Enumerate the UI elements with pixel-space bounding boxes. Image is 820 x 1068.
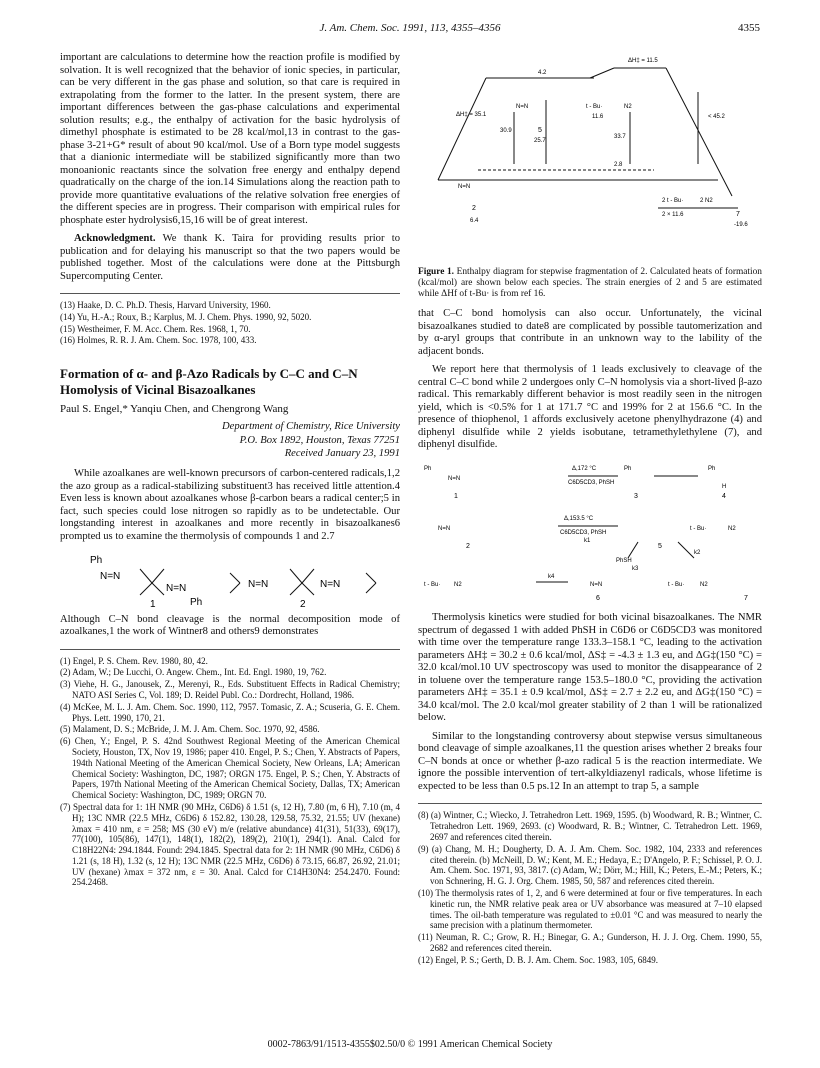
- right-paragraph-1: that C–C bond homolysis can also occur. Unfortunately, the vicinal bisazoalkanes studied to date8 are complicated by possible tautomerization and by α-aryl groups that contribute in an unknown way to the lability of the adjacent bonds.: [418, 308, 762, 357]
- fig-dh-left: ΔH‡ = 35.1: [456, 112, 487, 118]
- acknowledgment-heading: Acknowledgment.: [74, 233, 156, 244]
- reference-10: (10) The thermolysis rates of 1, 2, and 6 were determined at four or five temperatures. In each kinetic run, the NMR relative peak area or UV absorbance was measured at 7–10 elapsed times. The oil-bath temperature was regulated to ±0.01 °C and was measured to nearly the same precision with a platinum thermometer.: [418, 887, 762, 931]
- references-block-a: [60, 293, 400, 346]
- fig-nn-2: N=N: [458, 184, 471, 190]
- figure1-caption: [418, 267, 762, 301]
- reaction-scheme: [418, 458, 762, 608]
- scheme-nn-1: N=N: [448, 475, 461, 482]
- compound1-number: 1: [150, 599, 156, 610]
- scheme-compound6: 6: [596, 594, 600, 602]
- scheme-k2: k2: [694, 549, 701, 556]
- running-header: [60, 22, 760, 40]
- scheme-n2-2: N2: [454, 581, 462, 588]
- scheme-cond-2: Δ,153.5 °C: [564, 515, 594, 522]
- scheme-ph-3: Ph: [624, 465, 632, 472]
- scheme-phsh: PhSH: [616, 557, 632, 564]
- journal-citation: J. Am. Chem. Soc. 1991, 113, 4355–4356: [319, 22, 501, 34]
- reference-9: (9) (a) Chang, M. H.; Dougherty, D. A. J. Am. Chem. Soc. 1982, 104, 2333 and references cited therein. (b) McNeill, D. W.; Kent, M. E.; Hedaya, E.; D'Angelo, P. F.; Schissel, P. O. J. Am. Chem. Soc. 1971, 93, 3817. (c) Adam, W.; Dörr, M.; Hill, K.; Peters, E.-M.; Peters, K.; von Schnering, H. G. J. Org. Chem. 1985, 50, 587 and references cited therein.: [418, 843, 762, 887]
- scheme-nn-2: N=N: [438, 525, 451, 532]
- fig-dh-top: ΔH‡ = 11.5: [628, 58, 658, 64]
- page-number: 4355: [738, 22, 760, 34]
- left-column: [60, 52, 400, 889]
- fig-n2: N2: [624, 104, 632, 110]
- compound1-nn-right: N=N: [166, 583, 187, 595]
- acknowledgment-text: We thank K. Taira for providing results prior to publication and for delaying his manuscript so that the two papers would be published together. Most of the calculations were done at the Pittsburgh Supercomputing Center.: [60, 233, 400, 282]
- reference-15: (15) Westheimer, F. M. Acc. Chem. Res. 1968, 1, 70.: [60, 323, 251, 334]
- references-block-b: [60, 649, 400, 889]
- reference-14: (14) Yu, H.-A.; Roux, B.; Karplus, M. J. Chem. Phys. 1990, 92, 5020.: [60, 311, 312, 322]
- left-paragraph-3: Although C–N bond cleavage is the normal decomposition mode of azoalkanes,1 the work of Wintner8 and others9 demonstrates: [60, 613, 400, 638]
- scheme-k1: k1: [584, 537, 591, 544]
- affiliation-line-1: Department of Chemistry, Rice University: [222, 421, 400, 433]
- scheme-ph-4: Ph: [708, 465, 716, 472]
- fig-tbu2: 2 t - Bu·: [662, 198, 684, 204]
- figure1-enthalpy-diagram: [418, 52, 762, 258]
- fig-e257: 25.7: [534, 138, 546, 144]
- reference-2: (2) Adam, W.; De Lucchi, O. Angew. Chem., Int. Ed. Engl. 1980, 19, 762.: [60, 667, 327, 678]
- scheme-compound5: 5: [658, 542, 662, 550]
- fig-em196: -19.6: [734, 222, 748, 228]
- scheme-tbu-3: t - Bu·: [668, 581, 685, 588]
- compound1-nn-left: N=N: [100, 571, 121, 583]
- affiliation: [60, 420, 400, 460]
- reference-6: (6) Chen, Y.; Engel, P. S. 42nd Southwest Regional Meeting of the American Chemical Society, Houston, TX, Nov 19, 1986; paper 410. Engel, P. S.; Chen, Y. Abstracts of Papers, 194th National Meeting of the American Chemical Society, New Orleans, LA; American Chemical Society: Washington, DC, 1987; ORGN 175. Engel, P. S.; Chen, Y. Abstracts of Papers, 197th National Meeting of the American Chemical Society, Dallas, TX; American Chemical Society: Washington, DC, 1989; ORGN 70.: [60, 736, 400, 801]
- reference-3: (3) Viehe, H. G., Janousek, Z., Merenyi, R., Eds. Substituent Effects in Radical Chemistry; NATO ASI Series C, Vol. 189; D. Reidel Publ. Co.: Dordrecht, Holland, 1986.: [60, 679, 400, 700]
- scheme-compound4: 4: [722, 492, 726, 500]
- scheme-solvent-2: C6D5CD3, PhSH: [560, 529, 607, 536]
- compound2-nn-left: N=N: [248, 579, 269, 591]
- acknowledgment: [60, 233, 400, 283]
- reference-5: (5) Malament, D. S.; McBride, J. M. J. Am. Chem. Soc. 1970, 92, 4586.: [60, 724, 320, 735]
- right-paragraph-3: Thermolysis kinetics were studied for both vicinal bisazoalkanes. The NMR spectrum of degassed 1 with added PhSH in C6D6 or C6D5CD3 was monitored with time over the temperature range 133.3–158.1 °C, leading to the activation parameters ΔH‡ = 30.2 ± 0.6 kcal/mol, ΔS‡ = -4.3 ± 1.3 eu, and ΔG‡(150 °C) = 32.0 kcal/mol.10 UV spectroscopy was used to monitor the disappearance of 2 in toluene over the temperature range 153.5–180.0 °C, providing the activation parameters ΔH‡ = 35.1 ± 0.9 kcal/mol, ΔS‡ = 2.7 ± 2.2 eu, and ΔG‡(150 °C) = 34.0 kcal/mol. The 2.0 kcal/mol greater stability of 2 than 1 will be rationalized below.: [418, 612, 762, 724]
- fig-compound2: 2: [472, 205, 476, 212]
- scheme-h-4: H: [722, 483, 727, 490]
- right-paragraph-2: We report here that thermolysis of 1 leads exclusively to cleavage of the central C–C bond while 2 undergoes only C–N homolysis via a short-lived β-azo radical. This remarkably different behavior is most readily seen in the nitrogen yield, which is <0.5% for 1 at 171.7 °C and 199% for 2 at 156.6 °C. In the presence of thiophenol, 1 affords exclusively acetone phenylhydrazone (4) and diphenyl disulfide while 2 yields isobutane, tetramethylethylene (7), and diphenyl disulfide.: [418, 364, 762, 451]
- article-title: Formation of α- and β-Azo Radicals by C–C and C–N Homolysis of Vicinal Bisazoalkanes: [60, 366, 358, 397]
- reference-8: (8) (a) Wintner, C.; Wiecko, J. Tetrahedron Lett. 1969, 1595. (b) Woodward, R. B.; Wintner, C. Tetrahedron Lett. 1969, 2693. (c) Woodward, R. B.; Wintner, C. Tetrahedron Lett. 1969, 2697 and references cited therein.: [418, 810, 762, 842]
- article-authors: Paul S. Engel,* Yanqiu Chen, and Chengrong Wang: [60, 403, 289, 416]
- figure1-caption-text: Enthalpy diagram for stepwise fragmentation of 2. Calculated heats of formation (kcal/mol) are shown below each species. The strain energies of 2 and 5 are estimated while ΔHf of t-Bu· is from ref 16.: [418, 266, 762, 300]
- affiliation-line-2: P.O. Box 1892, Houston, Texas 77251: [239, 434, 400, 446]
- reference-4: (4) McKee, M. L. J. Am. Chem. Soc. 1990, 112, 7957. Tomasic, Z. A.; Scuseria, G. E. Chem. Phys. Lett. 1990, 170, 21.: [60, 701, 400, 723]
- left-paragraph-1: important are calculations to determine how the reaction profile is modified by solvation. It is well recognized that the behavior of ionic species, in particular, can be very different in the gas phase and solution, so that care is required in extrapolating from the former to the latter. In the present system, there are important differences between the gas-phase calculations and experimental solution results; e.g., the enthalpy of activation for the basic hydrolysis of dimethyl phosphate is estimated to be 28 kcal/mol,13 in contrast to the gas-phase 3-21+G* result of about 90 kcal/mol. Use of a Born type model suggests that a dianionic intermediate will be stabilized significantly more than two monoanionic reactants since the solvation free energy and enthalpy depend quadratically on the charge of the ion.14 Simulations along the reaction path to provide more quantitative evaluations of the relative solvation free energies of the different species are in progress. Their comparison with empirical rules for phosphate ester hydrolysis6,15,16 will be of great interest.: [60, 52, 400, 226]
- compound1-ph-left: Ph: [90, 555, 103, 567]
- reference-16: (16) Holmes, R. R. J. Am. Chem. Soc. 1978, 100, 433.: [60, 335, 257, 346]
- received-date: Received January 23, 1991: [284, 447, 400, 459]
- scheme-compound3: 3: [634, 492, 638, 500]
- fig-e28: 2.8: [614, 162, 623, 168]
- scheme-nn-6: N=N: [590, 581, 603, 588]
- compound1-ph-right: Ph: [190, 597, 203, 609]
- scheme-n2-3: N2: [700, 581, 708, 588]
- right-column: [418, 52, 762, 967]
- reference-7: (7) Spectral data for 1: 1H NMR (90 MHz, C6D6) δ 1.51 (s, 12 H), 7.80 (m, 6 H), 7.10 (m, 4 H); 13C NMR (22.5 MHz, C6D6) δ 152.82, 130.28, 129.58, 75.32, 21.55; UV (hexane) λmax = 410 nm, ε = 258; MS (30 eV) m/e (relative abundance) 41(31), 51(33), 69(17), 77(100), 105(86), 147(1), 148(1), 182(2), 189(2), 210(1), 294(1). Anal. Calcd for C18H22N4: 294.1844. Found: 294.1845. Spectral data for 2: 1H NMR (90 MHz, C6D6) δ 1.21 (s, 18 H), 1.32 (s, 12 H); 13C NMR (22.5 MHz, C6D6) δ 73.15, 66.87, 26.92, 21.01; UV (hexane) λmax = 372 nm, ε = 30. Anal. Calcd for C14H30N4: 254.2470. Found: 254.2468.: [60, 801, 400, 888]
- scheme-tbu-1: t - Bu·: [690, 525, 707, 532]
- scheme-cond-1: Δ,172 °C: [572, 465, 597, 472]
- scheme-tbu-2: t - Bu·: [424, 581, 441, 588]
- scheme-solvent-1: C6D5CD3, PhSH: [568, 479, 615, 486]
- compounds-1-2-structures: [60, 549, 400, 609]
- fig-nn-5: N=N: [516, 104, 529, 110]
- fig-e337: 33.7: [614, 134, 626, 140]
- reference-13: (13) Haake, D. C. Ph.D. Thesis, Harvard University, 1960.: [60, 300, 271, 310]
- fig-e2x116: 2 × 11.6: [662, 212, 684, 218]
- reference-11: (11) Neuman, R. C.; Grow, R. H.; Binegar, G. A.; Gunderson, H. J. J. Org. Chem. 1990, 55, 2682 and references cited therein.: [418, 932, 762, 953]
- compound2-nn-right: N=N: [320, 579, 341, 591]
- fig-compound7: 7: [736, 211, 740, 218]
- scheme-ph-1: Ph: [424, 465, 432, 472]
- scheme-k3: k3: [632, 565, 639, 572]
- fig-compound5: 5: [538, 127, 542, 134]
- left-paragraph-2: While azoalkanes are well-known precursors of carbon-centered radicals,1,2 the azo group as a radical-stabilizing substituent3 has received little attention.4 Even less is known about azoalkanes whose β-carbon bears a radical center;5 in fact, such species could lose nitrogen so rapidly as to be undetectable. Our longstanding interest in azoalkanes and more recently in bisazoalkanes6 prompted us to examine the thermolysis of compounds 1 and 2.7: [60, 468, 400, 542]
- scheme-n2-1: N2: [728, 525, 736, 532]
- right-paragraph-4: Similar to the longstanding controversy about stepwise versus simultaneous bond cleavage of simple azoalkanes,11 the question arises whether 2 breaks four C–N bonds at once or whether β-azo radical 5 is the reaction intermediate. We ignore the possible intervention of tert-alkyldiazenyl radicals, whose lifetime is expected to be less than 0.5 ps.12 In an attempt to trap 5, a sample: [418, 730, 762, 792]
- scheme-compound2: 2: [466, 542, 470, 550]
- references-block-c: [418, 803, 762, 965]
- reference-12: (12) Engel, P. S.; Gerth, D. B. J. Am. Chem. Soc. 1983, 105, 6849.: [418, 954, 658, 965]
- fig-lt452: < 45.2: [708, 114, 725, 120]
- fig-n2b: 2 N2: [700, 198, 713, 204]
- fig-e309: 30.9: [500, 128, 512, 134]
- compound2-number: 2: [300, 599, 306, 610]
- figure1-caption-label: Figure 1.: [418, 266, 455, 277]
- fig-e116: 11.6: [592, 114, 604, 120]
- page-footer: 0002-7863/91/1513-4355$02.50/0 © 1991 American Chemical Society: [267, 1039, 553, 1050]
- fig-e42: 4.2: [538, 70, 547, 76]
- scheme-compound1: 1: [454, 492, 458, 500]
- reference-1: (1) Engel, P. S. Chem. Rev. 1980, 80, 42.: [60, 655, 208, 666]
- fig-tbu: t - Bu·: [586, 104, 603, 110]
- scheme-compound7: 7: [744, 594, 748, 602]
- scheme-k4: k4: [548, 573, 555, 580]
- fig-e64: 6.4: [470, 218, 479, 224]
